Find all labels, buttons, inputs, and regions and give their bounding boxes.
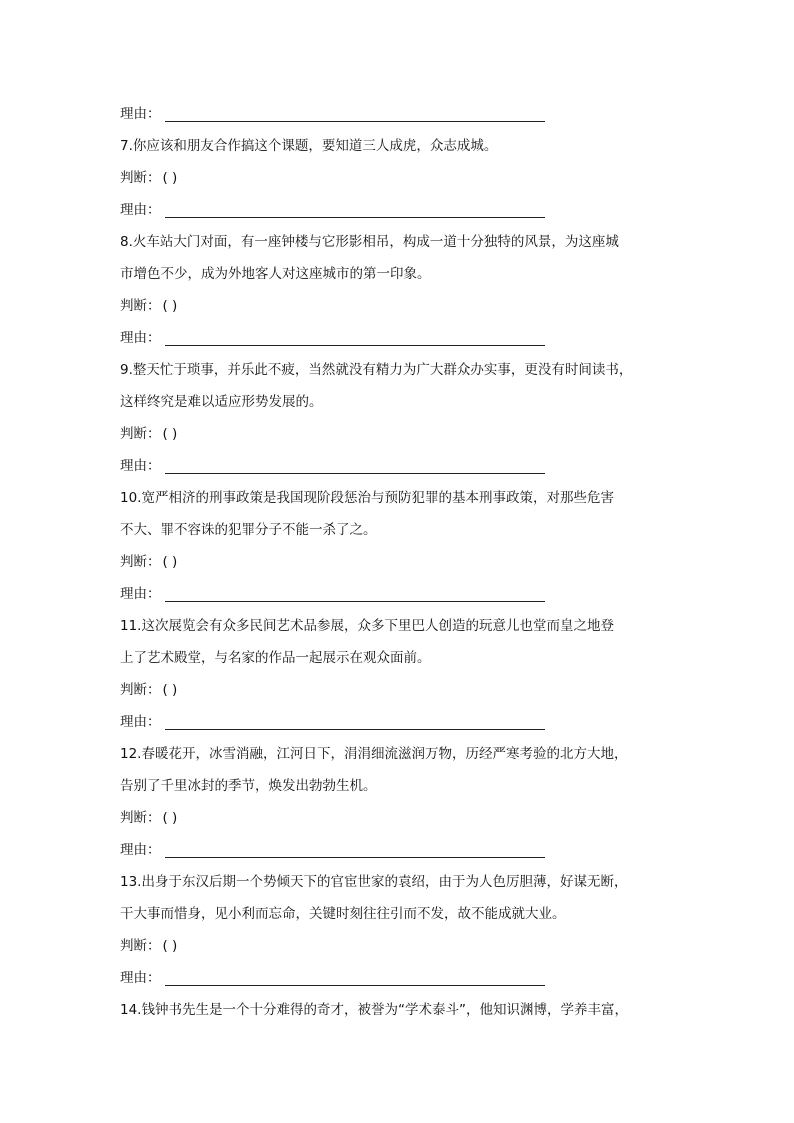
judge-answer-box[interactable]: ( ) [162, 554, 178, 570]
reason-label: 理由： [120, 970, 161, 986]
judge-label: 判断： [120, 810, 161, 826]
judge-label: 判断： [120, 938, 161, 954]
judge-label: 判断： [120, 170, 161, 186]
answer-blank[interactable] [165, 335, 545, 346]
answer-blank[interactable] [165, 591, 545, 602]
reason-line-11 [120, 706, 676, 738]
judge-line-10 [120, 546, 676, 578]
judge-line-13 [120, 930, 676, 962]
question-13-line-2: 干大事而惜身，见小利而忘命，关键时刻往往引而不发，故不能成就大业。 [120, 906, 566, 922]
question-10-line-2: 不大、罪不容诛的犯罪分子不能一杀了之。 [120, 522, 377, 538]
judge-answer-box[interactable]: ( ) [162, 170, 178, 186]
judge-label: 判断： [120, 682, 161, 698]
judge-label: 判断： [120, 426, 161, 442]
reason-line-12 [120, 834, 676, 866]
reason-label: 理由： [120, 586, 161, 602]
question-9-line-1: 9.整天忙于琐事，并乐此不疲，当然就没有精力为广大群众办实事，更没有时间读书， [120, 362, 633, 378]
reason-line-9 [120, 450, 676, 482]
judge-label: 判断： [120, 554, 161, 570]
reason-label: 理由： [120, 330, 161, 346]
judge-label: 判断： [120, 298, 161, 314]
worksheet [120, 98, 676, 1026]
reason-label: 理由： [120, 202, 161, 218]
judge-answer-box[interactable]: ( ) [162, 938, 178, 954]
judge-answer-box[interactable]: ( ) [162, 298, 178, 314]
answer-blank[interactable] [165, 463, 545, 474]
question-8-line-1: 8.火车站大门对面，有一座钟楼与它形影相吊，构成一道十分独特的风景，为这座城 [120, 234, 619, 250]
judge-line-9 [120, 418, 676, 450]
answer-blank[interactable] [165, 975, 545, 986]
reason-line-8 [120, 322, 676, 354]
answer-blank[interactable] [165, 847, 545, 858]
question-13-line-1: 13.出身于东汉后期一个势倾天下的官宦世家的袁绍，由于为人色厉胆薄，好谋无断， [120, 874, 628, 890]
reason-label: 理由： [120, 458, 161, 474]
answer-blank[interactable] [165, 207, 545, 218]
answer-blank[interactable] [165, 719, 545, 730]
judge-answer-box[interactable]: ( ) [162, 426, 178, 442]
judge-answer-box[interactable]: ( ) [162, 682, 178, 698]
reason-line-10 [120, 578, 676, 610]
question-11-line-2: 上了艺术殿堂，与名家的作品一起展示在观众面前。 [120, 650, 431, 666]
question-10-line-1: 10.宽严相济的刑事政策是我国现阶段惩治与预防犯罪的基本刑事政策，对那些危害 [120, 490, 614, 506]
answer-blank[interactable] [165, 111, 545, 122]
reason-label: 理由： [120, 106, 161, 122]
judge-line-8 [120, 290, 676, 322]
judge-answer-box[interactable]: ( ) [162, 810, 178, 826]
question-11-line-1: 11.这次展览会有众多民间艺术品参展，众多下里巴人创造的玩意儿也堂而皇之地登 [120, 618, 614, 634]
question-12-line-2: 告别了千里冰封的季节，焕发出勃勃生机。 [120, 778, 377, 794]
question-12-line-1: 12.春暖花开，冰雪消融，江河日下，涓涓细流滋润万物，历经严寒考验的北方大地， [120, 746, 628, 762]
question-14-line-1: 14.钱钟书先生是一个十分难得的奇才，被誉为“学术泰斗”，他知识渊博，学养丰富， [120, 1002, 628, 1018]
reason-label: 理由： [120, 714, 161, 730]
judge-line-11 [120, 674, 676, 706]
reason-label: 理由： [120, 842, 161, 858]
judge-line-12 [120, 802, 676, 834]
reason-line-13 [120, 962, 676, 994]
question-8-line-2: 市增色不少，成为外地客人对这座城市的第一印象。 [120, 266, 431, 282]
reason-line-6 [120, 98, 676, 130]
question-9-line-2: 这样终究是难以适应形势发展的。 [120, 394, 323, 410]
question-7-line-1: 7.你应该和朋友合作搞这个课题，要知道三人成虎，众志成城。 [120, 138, 498, 154]
reason-line-7 [120, 194, 676, 226]
judge-line-7 [120, 162, 676, 194]
